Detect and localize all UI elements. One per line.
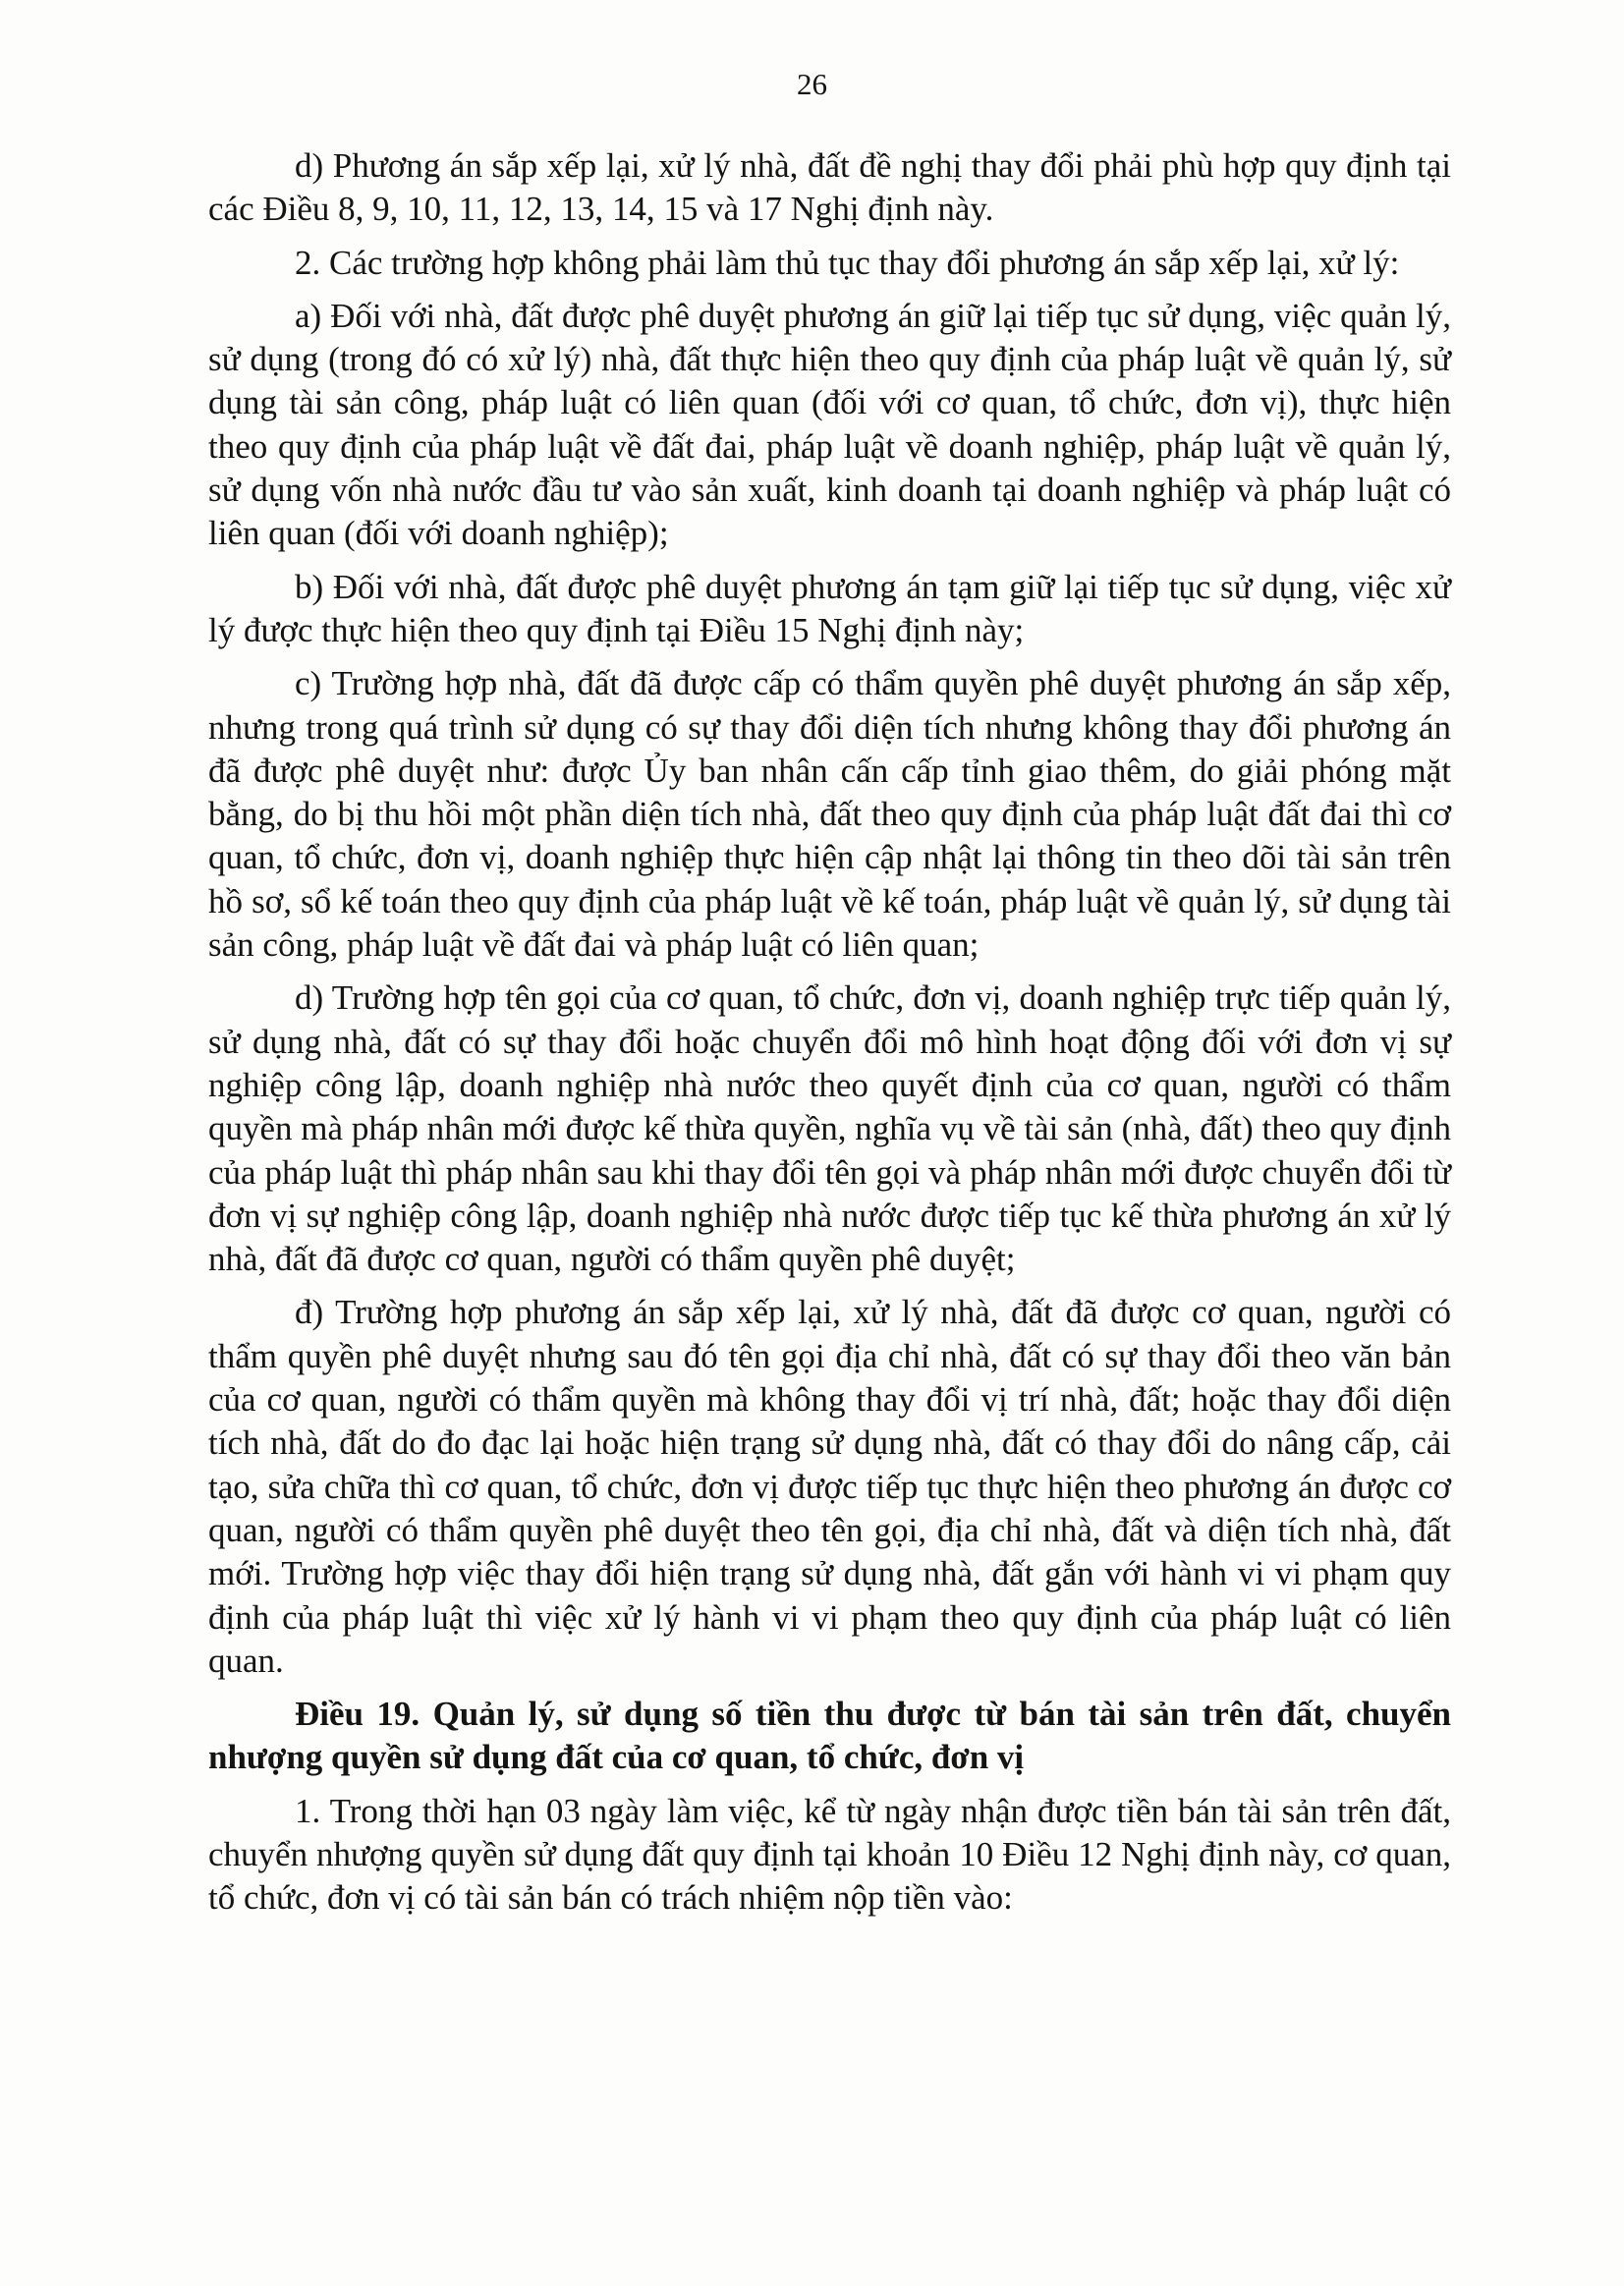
article-19-heading: Điều 19. Quản lý, sử dụng số tiền thu được từ bán tài sản trên đất, chuyển nhượng quyền sử dụng đất của cơ quan, tổ chức, đơn vị [208, 1695, 1451, 1777]
paragraph-c-area-change: c) Trường hợp nhà, đất đã được cấp có thẩm quyền phê duyệt phương án sắp xếp, nhưng trong quá trình sử dụng có sự thay đổi diện tích nhưng không thay đổi phương án đã được phê duyệt như: được Ủy ban nhân cấn cấp tỉnh giao thêm, do giải phóng mặt bằng, do bị thu hồi một phần diện tích nhà, đất theo quy định của pháp luật đất đai thì cơ quan, tổ chức, đơn vị, doanh nghiệp thực hiện cập nhật lại thông tin theo dõi tài sản trên hồ sơ, sổ kế toán theo quy định của pháp luật về kế toán, pháp luật về quản lý, sử dụng tài sản công, pháp luật về đất đai và pháp luật có liên quan; [208, 664, 1451, 965]
paragraph-dd-address-change: đ) Trường hợp phương án sắp xếp lại, xử lý nhà, đất đã được cơ quan, người có thẩm quyền phê duyệt nhưng sau đó tên gọi địa chỉ nhà, đất có sự thay đổi theo văn bản của cơ quan, người có thẩm quyền mà không thay đổi vị trí nhà, đất; hoặc thay đổi diện tích nhà, đất do đo đạc lại hoặc hiện trạng sử dụng nhà, đất có thay đổi do nâng cấp, cải tạo, sửa chữa thì cơ quan, tổ chức, đơn vị được tiếp tục thực hiện theo phương án được cơ quan, người có thẩm quyền phê duyệt theo tên gọi, địa chỉ nhà, đất và diện tích nhà, đất mới. Trường hợp việc thay đổi hiện trạng sử dụng nhà, đất gắn với hành vi vi phạm quy định của pháp luật thì việc xử lý hành vi vi phạm theo quy định của pháp luật có liên quan. [208, 1293, 1451, 1680]
article-19-paragraph-1: 1. Trong thời hạn 03 ngày làm việc, kể từ ngày nhận được tiền bán tài sản trên đất, chuyển nhượng quyền sử dụng đất quy định tại khoản 10 Điều 12 Nghị định này, cơ quan, tổ chức, đơn vị có tài sản bán có trách nhiệm nộp tiền vào: [208, 1791, 1451, 1918]
page-number: 26 [797, 67, 827, 101]
paragraph-b-temporarily-retained: b) Đối với nhà, đất được phê duyệt phương án tạm giữ lại tiếp tục sử dụng, việc xử lý được thực hiện theo quy định tại Điều 15 Nghị định này; [208, 567, 1451, 649]
paragraph-d-name-change: d) Trường hợp tên gọi của cơ quan, tổ chức, đơn vị, doanh nghiệp trực tiếp quản lý, sử dụng nhà, đất có sự thay đổi hoặc chuyển đổi mô hình hoạt động đối với đơn vị sự nghiệp công lập, doanh nghiệp nhà nước theo quyết định của cơ quan, người có thẩm quyền mà pháp nhân mới được kế thừa quyền, nghĩa vụ về tài sản (nhà, đất) theo quy định của pháp luật thì pháp nhân sau khi thay đổi tên gọi và pháp nhân mới được chuyển đổi từ đơn vị sự nghiệp công lập, doanh nghiệp nhà nước được tiếp tục kế thừa phương án xử lý nhà, đất đã được cơ quan, người có thẩm quyền phê duyệt; [208, 978, 1451, 1279]
paragraph-d-requirement: d) Phương án sắp xếp lại, xử lý nhà, đất đề nghị thay đổi phải phù hợp quy định tại các Điều 8, 9, 10, 11, 12, 13, 14, 15 và 17 Nghị định này. [208, 146, 1451, 229]
paragraph-2-exemptions: 2. Các trường hợp không phải làm thủ tục thay đổi phương án sắp xếp lại, xử lý: [295, 243, 1400, 282]
paragraph-a-retained: a) Đối với nhà, đất được phê duyệt phương án giữ lại tiếp tục sử dụng, việc quản lý, sử dụng (trong đó có xử lý) nhà, đất thực hiện theo quy định của pháp luật về quản lý, sử dụng tài sản công, pháp luật có liên quan (đối với cơ quan, tổ chức, đơn vị), thực hiện theo quy định của pháp luật về đất đai, pháp luật về doanh nghiệp, pháp luật về quản lý, sử dụng vốn nhà nước đầu tư vào sản xuất, kinh doanh tại doanh nghiệp và pháp luật có liên quan (đối với doanh nghiệp); [208, 296, 1451, 553]
document-body [208, 144, 1451, 1930]
